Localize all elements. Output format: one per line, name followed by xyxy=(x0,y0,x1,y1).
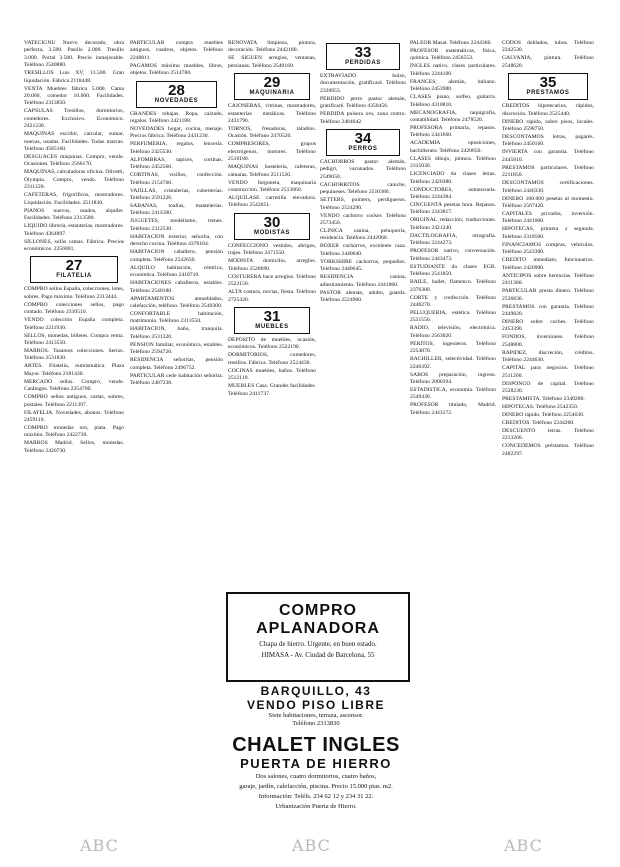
classified-ad: ALQUILASE carretilla elevadora. Teléfono 2542651. xyxy=(228,195,316,209)
classified-ad: TRESILLOS Luis XV, 13.500. Gran liquidación. Fábrica 2118448. xyxy=(24,70,124,84)
classified-ad: CLASES dibujo, pintura. Teléfono 2315030. xyxy=(410,155,496,170)
classified-ad: CINCUENTA pesetas hora. Repasos. Teléfono 2343817. xyxy=(410,202,496,216)
section-label: FILATELIA xyxy=(56,273,92,280)
ad-text: Información: Teléfs. 234 62 12 y 234 31 22. xyxy=(258,793,374,800)
classified-ad: COMPRO sellos España, colecciones, lotes, sobres. Pago máximo. Teléfono 2313444. xyxy=(24,286,124,300)
classified-ad: CAPITAL para negocios. Teléfono 2511200. xyxy=(502,365,594,379)
classified-ad: NOVEDADES hogar, cocina, menaje. Precios fábrica. Teléfono 2431230. xyxy=(130,126,223,140)
classified-ad: PROFESOR matemáticas, física, química. Teléfono 2456553. xyxy=(410,48,496,62)
classified-ad: CAPITALES privados, inversión. Teléfono 2441000. xyxy=(502,211,594,225)
classified-ad: CAPSULAS Tresillos, dormitorios, comedores. Exclusivo. Económico. 2421230. xyxy=(24,108,124,130)
classified-ad: RESIDENCIA canina, adiestramiento. Teléfono 2441860. xyxy=(320,274,406,288)
classified-ad: BOXER cachorros, excelente raza. Teléfono 2440640. xyxy=(320,243,406,257)
classified-ad: PRESTAMISTA. Teléfono 2340280. xyxy=(502,395,585,402)
section-number: 31 xyxy=(263,307,281,325)
section-header xyxy=(326,129,400,156)
section-label: MUEBLES xyxy=(255,323,289,330)
classified-ad: COMPRO sellos antiguos, cartas, sobres, postales. Teléfono 2211397. xyxy=(24,394,124,408)
classified-ad: RENOVATA limpieza, pintura, decoración. Teléfono 2442180. xyxy=(228,40,316,54)
classified-ad: ARTES. Filatelia, numismática. Plaza Mayor. Teléfono 2181430. xyxy=(24,363,124,377)
classified-ad: SETTERS, pointers, perdigueros. Teléfono 2524290. xyxy=(320,197,406,211)
classified-ad: CACHORROS pastor alemán, pedigrí, vacunados. Teléfono 2549050. xyxy=(320,159,406,180)
section-label: NOVEDADES xyxy=(154,97,199,104)
classified-ad: MARROS. Tasamos colecciones. Serios. Teléfono 2531830. xyxy=(24,347,124,362)
classified-ad: PENSION familiar, económica, estables. Teléfono 2594720. xyxy=(130,341,223,356)
classified-ad: DACTILOGRAFIA, ortografía. Teléfono 2244273. xyxy=(410,232,496,247)
section-header xyxy=(136,81,217,108)
classified-ad: HIPOTECAS, primera y segunda. Teléfono 2318500. xyxy=(502,226,594,240)
classified-ad: VENDO colección España completa. Teléfono 2211930. xyxy=(24,317,124,331)
classified-ad: CLINICA canina, peluquería, residencia. Teléfono 2442060. xyxy=(320,228,406,242)
abc-watermark: ABC xyxy=(292,836,331,855)
classified-ad: RESIDENCIA señoritas, pensión completa. Teléfono 2496752. xyxy=(130,357,223,371)
classified-ad: PARTICULAR compra muebles antiguos, cuadros, objetos. Teléfono 2248811. xyxy=(130,40,223,61)
classified-ad: PALEOR Masat. Teléfono 2244386. xyxy=(410,40,492,46)
classified-ad: CREDITO inmediato, funcionarios. Teléfono 2420900. xyxy=(502,257,594,271)
ad-subtitle: PUERTA DE HIERRO xyxy=(240,756,392,771)
classified-ad: HABITACION caballero, pensión completa. Teléfono 2542650. xyxy=(130,249,223,263)
classified-ad: ORIGINAL redacción, traducciones. Teléfono 2421240. xyxy=(410,217,496,231)
classified-ad: CONFORTABLE habitación, matrimonio. Teléfono 2313550. xyxy=(130,310,223,325)
classified-ad: CAFETERAS, frigoríficos, mostradores. Liquidación. Facilidades. 2511830. xyxy=(24,192,124,206)
classified-ad: INVIERTA con garantía. Teléfono 2445810. xyxy=(502,149,594,163)
section-label: PERDIDAS xyxy=(345,60,381,66)
classified-ad: ACADEMIA oposiciones, bachillerato. Teléfono 2420650. xyxy=(410,140,496,154)
classified-ad: FRANCES, alemán, italiano. Teléfono 2453980. xyxy=(410,78,496,93)
classified-ad: HABITACION, baño, tranquila. Teléfono 2531320. xyxy=(130,326,223,340)
classified-ad: MARROS Madrid. Sellos, monedas. Teléfono 2420730. xyxy=(24,440,124,454)
classified-ad: DISPONGO de capital. Teléfono 2528230. xyxy=(502,380,594,394)
section-number: 27 xyxy=(65,257,83,275)
classified-ad: GALVANIA, pintura. Teléfono 2548620. xyxy=(502,55,594,69)
section-number: 29 xyxy=(263,74,281,92)
section-label: MAQUINARIA xyxy=(249,90,295,97)
classified-ad: MODISTA domicilio, arreglos. Teléfono 2528690. xyxy=(228,258,316,272)
classified-ad: SE SIGUEN arreglos, ventanas, persianas. Teléfono 2540160. xyxy=(228,55,316,69)
classified-ad: CODOS doblados, tubos. Teléfono 2242530. xyxy=(502,40,594,54)
classified-ad: TORNOS, fresadoras, taladros. Ocasión. Teléfono 2470520. xyxy=(228,126,316,140)
classified-column-2 xyxy=(130,40,223,558)
classified-ad: PRESTAMOS con garantía. Teléfono 2449820. xyxy=(502,303,594,317)
classified-ad: CORTINAS, visillos, confección. Teléfono 2154760. xyxy=(130,172,223,186)
section-header xyxy=(234,73,310,100)
classified-ad: PRESTAMOS particulares. Teléfono 2211850. xyxy=(502,164,594,179)
classified-ad: CONFECCIONO vestidos, abrigos, trajes. Teléfono 2471550. xyxy=(228,242,316,257)
classified-ad: CONCEDEMOS préstamos. Teléfono 2482297. xyxy=(502,443,594,457)
classified-ad: COSTURERA hace arreglos. Teléfono 2522150. xyxy=(228,273,316,288)
section-label: PRESTAMOS xyxy=(526,90,570,97)
classified-ad: PROFESOR titulado, Madrid. Teléfono 2443172. xyxy=(410,402,496,416)
classified-ad: INGLES nativo, clases particulares. Teléfono 2244100. xyxy=(410,63,496,77)
classified-ad: SILLONES, sofás camas. Fábrica. Precios económicos. 2256881. xyxy=(24,238,124,252)
abc-watermark: ABC xyxy=(504,836,543,855)
section-number: 33 xyxy=(354,44,372,61)
classified-ad: VATECIGNU Nuevo decorado, obra perfecta, 3.500. Pasillo 2.000. Tresillo 3.000. Portal 3.500. Precio inmejorable. Teléfono 2540880. xyxy=(24,40,124,69)
abc-watermark: ABC xyxy=(80,836,119,855)
classified-ad: ANTICIPOS sobre herencias. Teléfono 2411300. xyxy=(502,272,594,287)
classified-ad: PROFESOR nativo, conversación. Teléfono 2443473. xyxy=(410,248,496,262)
classified-ad: HABITACIONES caballeros, estables. Teléfono 2540180. xyxy=(130,280,223,294)
classified-ad: MECANOGRAFIA, taquigrafía, contabilidad. Teléfono 2478520. xyxy=(410,109,496,124)
classified-ad: CONDUCTORES, autoescuela. Teléfono 2244384. xyxy=(410,186,496,201)
classified-ad: PASTOR alemán, adulto, guarda. Teléfono 2524960. xyxy=(320,289,406,304)
classified-ad: ALTA costura, novias, fiesta. Teléfono 2725420. xyxy=(228,289,316,303)
classified-ad: PERDIDA pulsera oro, zona centro. Teléfono 2484642. xyxy=(320,111,406,125)
classified-ad: MERCADO sellos. Compro, vendo. Catálogos. Teléfono 2254700. xyxy=(24,378,124,393)
classified-ad: ALFOMBRAS, tapices, cortinas. Teléfono 2452560. xyxy=(130,156,223,171)
classified-ad: PELUQUERIA, estética. Teléfono 2531550. xyxy=(410,309,496,324)
classified-ad: CACHORRITOS caniche, pequineses. Teléfono 2510380. xyxy=(320,181,406,196)
classified-ad: RAPIDEZ, discreción, créditos. Teléfono 2244630. xyxy=(502,349,594,364)
section-label: MODISTAS xyxy=(253,229,291,236)
classified-ad: CLASES piano, solfeo, guitarra. Teléfono 4310810. xyxy=(410,94,496,108)
classified-ad: VENDO cachorro cocker. Teléfono 2573450. xyxy=(320,212,406,227)
section-header xyxy=(234,307,310,334)
ad-subtitle: VENDO PISO LIBRE xyxy=(246,698,386,712)
classified-ad: SABANAS, toallas, mantelerías. Teléfono 2411580. xyxy=(130,203,223,217)
section-number: 35 xyxy=(539,74,557,92)
classified-ad: LICENCIADO da clases letras. Teléfono 2420380. xyxy=(410,171,496,185)
classified-ad: DESCUENTO letras. Teléfono 2213260. xyxy=(502,427,594,442)
classified-column-1 xyxy=(24,40,124,828)
classified-ad: ALQUILO habitación, céntrica, económica. Teléfono 2418710. xyxy=(130,264,223,279)
classified-ad: PROFESORA primaria, repasos. Teléfono 2441660. xyxy=(410,125,496,139)
classified-ad: COMPRESORES, grupos electrógenos, motores. Teléfono 2510180. xyxy=(228,141,316,163)
classified-ad: CORTE y confección. Teléfono 2440270. xyxy=(410,294,496,308)
section-header xyxy=(30,256,118,283)
classified-ad: FILATELIA. Novedades, abonos. Teléfono 2459110. xyxy=(24,409,124,423)
classified-ad: DESCONTAMOS certificaciones. Teléfono 2446330. xyxy=(502,180,594,194)
classified-ad: PARTICULAR cede habitación señorita. Teléfono 2487238. xyxy=(130,372,223,386)
classified-ad: MUEBLES Casa. Grandes facilidades. Teléfono 2411737. xyxy=(228,383,316,397)
classified-ad: DESCONTAMOS letras, pagarés. Teléfono 2450160. xyxy=(502,134,594,148)
classified-ad: VENTA Muebles fábrica 5.000. Cama 20.000, comedor 10.000. Facilidades. Teléfono 2313850. xyxy=(24,85,124,107)
classified-ad: VAJILLAS, cristalerías, cuberterías. Teléfono 2591226. xyxy=(130,187,223,202)
classified-ad: DINERO rápido, sobre pisos, locales. Teléfono 2598750. xyxy=(502,118,594,133)
section-number: 34 xyxy=(354,130,372,148)
ad-text: garaje, jardín, calefacción, piscina. Precio 15.000 ptas. m2. xyxy=(239,783,393,790)
classified-ad: FINANCIAMOS compras, vehículos. Teléfono 2543300. xyxy=(502,241,594,256)
classified-ad: APARTAMENTOS amueblados, calefacción, teléfono. Teléfono 2540300. xyxy=(130,295,223,309)
classified-ad: PAGAMOS máximo muebles, libros, objetos. Teléfono 2514780. xyxy=(130,62,223,77)
classified-ad: DORMITORIOS, comedores, tresillos. Fábrica. Teléfono 2524430. xyxy=(228,352,316,366)
classified-ad: DEPOSITO de muebles, ocasión, económicos. Teléfono 2522190. xyxy=(228,336,316,351)
classified-ad: ESTADISTICA, economía. Teléfono 2549430. xyxy=(410,386,496,401)
ad-text: Teléfono 2313830 xyxy=(292,720,340,727)
classified-ad: PERDIDO perro pastor alemán, gratificaré. Teléfono 4350456. xyxy=(320,95,406,110)
classified-ad: MAQUINAS escribir, calcular, sumar, nuevas, usadas. Facilidades. Todas marcas. Teléfono 4585160. xyxy=(24,131,124,153)
section-number: 28 xyxy=(168,81,185,99)
classified-ad: PIANOS nuevos, usados, alquiler. Facilidades. Teléfono 2313580. xyxy=(24,207,124,222)
classified-ad: LIQUIDO librería, estanterías, mostradores. Teléfono 4364897. xyxy=(24,223,124,237)
section-header xyxy=(326,43,400,70)
classified-column-4 xyxy=(320,40,406,600)
classified-ad: YORKSHIRE cachorros, pequeños. Teléfono 2440645. xyxy=(320,258,406,273)
classified-ad: DINERO 100.000 pesetas al momento. Teléfono 2567420. xyxy=(502,195,594,210)
classified-ad: GRANDES rebajas. Ropa, calzado, regalos. Teléfono 2421188. xyxy=(130,110,223,125)
ad-text: Chapa de hierro. Urgente, en buen estado. xyxy=(259,640,377,648)
ad-compro-aplanadora xyxy=(226,592,410,682)
classified-ad: HABITACION exterior, señorita, con derecho cocina. Teléfono 4370164. xyxy=(130,233,223,248)
classified-ad: RADIO, televisión, electrónica. Teléfono 2563020. xyxy=(410,325,496,339)
ad-barquillo xyxy=(226,684,406,730)
ad-text: Dos salones, cuatro dormitorios, cuatro baños, xyxy=(255,773,377,780)
classified-ad: JUGUETES, modelismo, trenes. Teléfono 2312530. xyxy=(130,218,223,232)
section-header xyxy=(234,213,310,240)
classified-column-6 xyxy=(502,40,594,830)
classified-ad: COCINAS muebles, baños. Teléfono 2512110. xyxy=(228,367,316,382)
ad-title: CHALET INGLES xyxy=(232,734,400,756)
classified-ad: MAQUINAS hostelería, cafeteras, cámaras. Teléfono 2511520. xyxy=(228,164,316,178)
section-header xyxy=(508,73,588,100)
classified-ad: DESGUACES máquinas. Compro, vendo. Ocasiones. Teléfono 2566170. xyxy=(24,154,124,168)
ad-text: Urbanización Puerta de Hierro. xyxy=(275,803,357,810)
classified-ad: VENDO furgoneta, maquinaria construcción. Teléfono 2513060. xyxy=(228,179,316,194)
classified-ad: CREDITOS. Teléfono 2244200. xyxy=(502,419,575,426)
ad-text: Siete habitaciones, terraza, ascensor. xyxy=(268,712,364,719)
classified-ad: BACHILLER, selectividad. Teléfono 2246392. xyxy=(410,356,496,370)
ad-text: HIMASA - Av. Ciudad de Barcelona, 55 xyxy=(261,651,375,659)
classified-ad: EXTRAVIADO bolso, documentación, gratificaré. Teléfono 2320953. xyxy=(320,73,406,94)
classified-ad: SABOS preparación, ingreso. Teléfono 2000394. xyxy=(410,371,496,385)
classified-ad: MAQUINAS, calculadoras oficina. Olivetti, Olympia. Compro, vendo. Teléfono 2311220. xyxy=(24,169,124,191)
classified-ad: FONDOS, inversiones. Teléfono 2548800. xyxy=(502,334,594,348)
classified-column-3 xyxy=(228,40,316,600)
classified-ad: PERFUMERIA, regalos, lencería. Teléfono 2425530. xyxy=(130,141,223,155)
classified-column-5 xyxy=(410,40,496,830)
classified-ad: CREDITOS hipotecarios, rápidos, discreción. Teléfono 2525440. xyxy=(502,103,594,117)
classified-ad: PARTICULAR presta dinero. Teléfono 2536830. xyxy=(502,288,594,302)
classified-ad: CAJONERAS, vitrinas, mostradores, estanterías metálicas. Teléfono 2431790. xyxy=(228,103,316,125)
section-label: PERROS xyxy=(348,146,378,153)
classified-ad: DINERO rápido. Teléfono 2254630. xyxy=(502,411,585,418)
section-number: 30 xyxy=(263,213,281,231)
ad-title: COMPRO APLANADORA xyxy=(256,602,380,637)
classified-ad: SELLOS, monedas, billetes. Compra venta. Teléfono 2413550. xyxy=(24,332,124,346)
classified-ad: HIPOTECAS. Teléfono 2542350. xyxy=(502,403,579,410)
ad-title: BARQUILLO, 43 xyxy=(260,684,372,698)
classified-ad: PERITOS, ingenieros. Teléfono 2254870. xyxy=(410,340,496,355)
classified-ad: COMPRO monedas oro, plata. Pago máximo. Teléfono 2422730. xyxy=(24,424,124,439)
classified-ad: COMPRO colecciones sellos, pago contado. Teléfono 2310510. xyxy=(24,301,124,316)
classified-ad: BAILE, ballet, flamenco. Teléfono 2376380. xyxy=(410,279,496,293)
classified-ad: DINERO sobre coches. Teléfono 2453390. xyxy=(502,318,594,333)
classified-ad: ESTUDIANTE da clases EGB. Teléfono 2541850. xyxy=(410,263,496,278)
ad-chalet-ingles xyxy=(226,735,406,827)
